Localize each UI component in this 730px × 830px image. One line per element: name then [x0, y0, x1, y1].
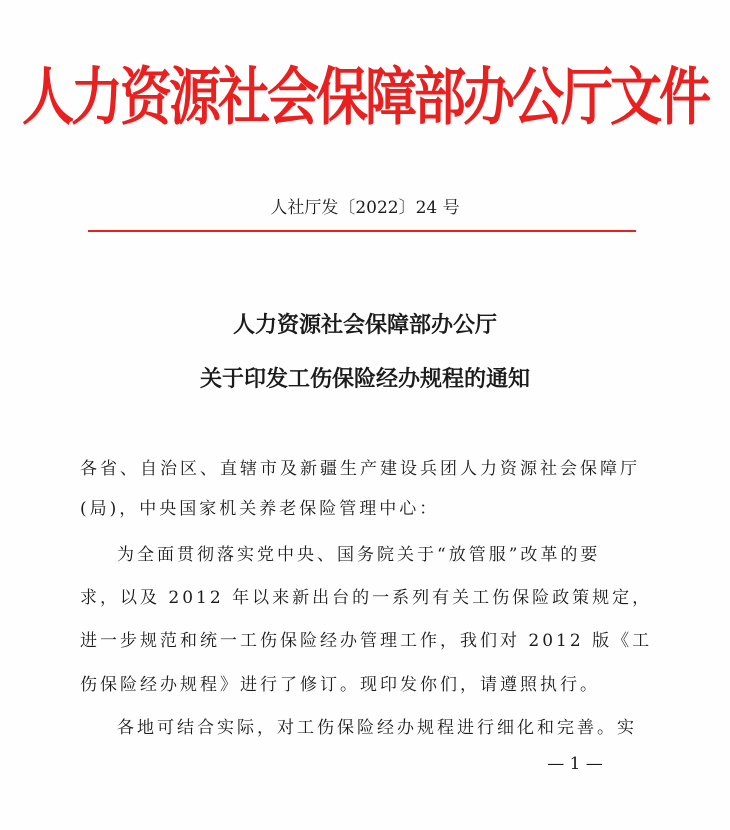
paragraph-2-line-1: 各地可结合实际，对工伤保险经办规程进行细化和完善。实 — [117, 718, 637, 738]
notice-title-line-2: 关于印发工伤保险经办规程的通知 — [199, 366, 530, 392]
notice-title-line-1: 人力资源社会保障部办公厅 — [232, 312, 497, 338]
document-number: 人社厅发〔2022〕24 号 — [270, 198, 460, 218]
paragraph-1-line-4: 伤保险经办规程》进行了修订。现印发你们，请遵照执行。 — [80, 675, 600, 695]
masthead-title: 人力资源社会保障部办公厅文件 — [21, 60, 708, 134]
addressee-line-1: 各省、自治区、直辖市及新疆生产建设兵团人力资源社会保障厅 — [80, 459, 640, 479]
paragraph-1-line-2: 求，以及 2012 年以来新出台的一系列有关工伤保险政策规定， — [80, 588, 653, 608]
paragraph-1-line-1: 为全面贯彻落实党中央、国务院关于“放管服”改革的要 — [117, 545, 601, 565]
paragraph-1-line-3: 进一步规范和统一工伤保险经办管理工作，我们对 2012 版《工 — [80, 631, 653, 651]
red-divider-line — [88, 230, 636, 232]
page-number: — 1 — — [547, 754, 603, 774]
addressee-line-2: (局)，中央国家机关养老保险管理中心： — [80, 499, 440, 519]
